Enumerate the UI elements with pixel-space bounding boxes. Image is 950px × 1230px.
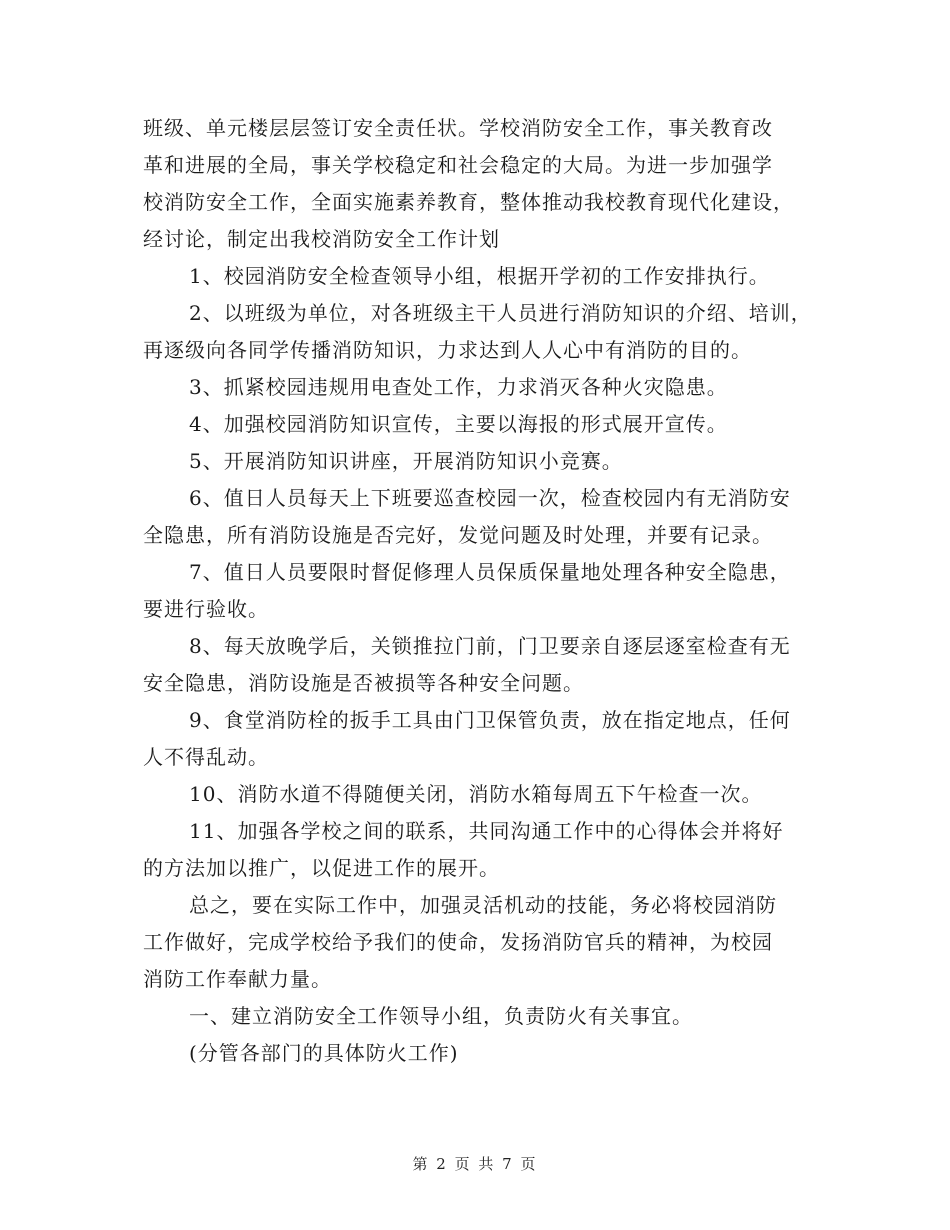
summary-paragraph: 总之，要在实际工作中，加强灵活机动的技能，务必将校园消防	[189, 893, 777, 917]
summary-paragraph-cont: 工作做好，完成学校给予我们的使命，发扬消防官兵的精神，为校园	[143, 930, 773, 954]
list-item-4: 4、加强校园消防知识宣传，主要以海报的形式展开宣传。	[189, 412, 728, 436]
section-heading: 一、建立消防安全工作领导小组，负责防火有关事宜。	[189, 1004, 693, 1028]
list-item-1: 1、校园消防安全检查领导小组，根据开学初的工作安排执行。	[189, 264, 770, 288]
body-line: 校消防安全工作，全面实施素养教育，整体推动我校教育现代化建设，	[143, 190, 794, 214]
body-line: 经讨论，制定出我校消防安全工作计划	[143, 227, 500, 251]
list-item-10: 10、消防水道不得随便关闭，消防水箱每周五下午检查一次。	[189, 782, 763, 806]
list-item-6-cont: 全隐患，所有消防设施是否完好，发觉问题及时处理，并要有记录。	[143, 523, 773, 547]
summary-paragraph-cont: 消防工作奉献力量。	[143, 967, 332, 991]
list-item-8: 8、每天放晚学后，关锁推拉门前，门卫要亲自逐层逐室检查有无	[189, 634, 791, 658]
section-note: (分管各部门的具体防火工作)	[189, 1041, 459, 1065]
list-item-7-cont: 要进行验收。	[143, 597, 269, 621]
page-number-footer: 第 2 页 共 7 页	[412, 1155, 538, 1173]
list-item-5: 5、开展消防知识讲座，开展消防知识小竞赛。	[189, 449, 623, 473]
body-line: 革和进展的全局，事关学校稳定和社会稳定的大局。为进一步加强学	[143, 153, 773, 177]
list-item-11: 11、加强各学校之间的联系，共同沟通工作中的心得体会并将好	[189, 819, 784, 843]
list-item-6: 6、值日人员每天上下班要巡查校园一次，检查校园内有无消防安	[189, 486, 791, 510]
list-item-9: 9、食堂消防栓的扳手工具由门卫保管负责，放在指定地点，任何	[189, 708, 791, 732]
list-item-7: 7、值日人员要限时督促修理人员保质保量地处理各种安全隐患，	[189, 560, 791, 584]
list-item-2-cont: 再逐级向各同学传播消防知识，力求达到人人心中有消防的目的。	[143, 338, 752, 362]
body-line: 班级、单元楼层层签订安全责任状。学校消防安全工作，事关教育改	[143, 116, 773, 140]
list-item-2: 2、以班级为单位，对各班级主干人员进行消防知识的介绍、培训，	[189, 301, 812, 325]
list-item-9-cont: 人不得乱动。	[143, 745, 269, 769]
list-item-3: 3、抓紧校园违规用电查处工作，力求消灭各种火灾隐患。	[189, 375, 728, 399]
list-item-11-cont: 的方法加以推广，以促进工作的展开。	[143, 856, 500, 880]
list-item-8-cont: 安全隐患，消防设施是否被损等各种安全问题。	[143, 671, 584, 695]
